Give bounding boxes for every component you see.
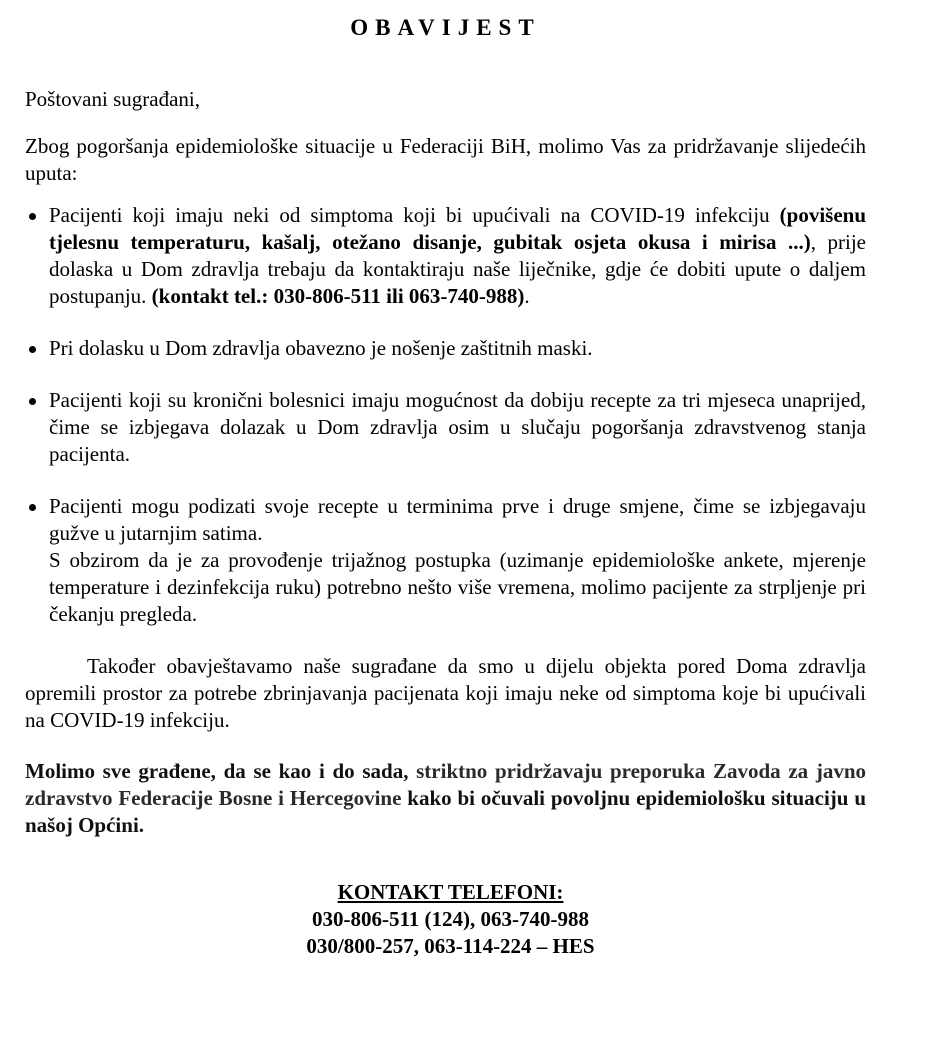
list-item <box>25 387 866 468</box>
closing-text: Molimo sve građene, da se kao i do sada, <box>25 759 417 783</box>
list-item <box>25 202 866 310</box>
list-item-text: Pri dolasku u Dom zdravlja obavezno je nošenje zaštitnih maski. <box>49 336 593 360</box>
symptoms-text: (povišenu tjelesnu temperaturu, kašalj, otežano disanje, gubitak osjeta okusa i mirisa ...) <box>49 203 866 254</box>
closing-text: kako bi očuvali povoljnu epidemiološku situaciju u našoj Općini. <box>25 786 866 837</box>
list-item-text: Pacijenti mogu podizati svoje recepte u terminima prve i druge smjene, čime se izbjegavaju gužve u jutarnjim satima. <box>49 494 866 545</box>
contacts-line: 030-806-511 (124), 063-740-988 <box>311 907 590 931</box>
contacts-line: 030/800-257, 063-114-224 – HES <box>306 934 595 958</box>
list-item-text: S obzirom da je za provođenje trijažnog postupka (uzimanje epidemiološke ankete, mjerenje temperature i dezinfekcija ruku) potrebno nešto više vremena, molimo pacijente za strpljenje pri čekanju pregleda. <box>49 548 866 626</box>
list-item-text: Pacijenti koji su kronični bolesnici imaju mogućnost da dobiju recepte za tri mjeseca unaprijed, čime se izbjegava dolazak u Dom zdravlja osim u slučaju pogoršanja zdravstvenog stanja pacijenta. <box>49 388 866 466</box>
greeting: Poštovani sugrađani, <box>25 87 200 111</box>
intro-paragraph: Zbog pogoršanja epidemiološke situacije u Federaciji BiH, molimo Vas za pridržavanje slijedećih uputa: <box>25 134 866 185</box>
closing-paragraph <box>25 758 866 839</box>
page-title: OBAVIJEST <box>350 15 541 40</box>
closing-text-recommendation: striktno pridržavaju preporuka Zavoda za javno zdravstvo Federacije Bosne i Hercegovine <box>25 759 866 810</box>
list-item-text: . <box>524 284 530 308</box>
contacts-heading: KONTAKT TELEFONI: <box>337 880 564 904</box>
list-item-text: , prije dolaska u Dom zdravlja trebaju da kontaktiraju naše liječnike, gdje će dobiti upute o daljem postupanju. <box>49 230 867 308</box>
instructions-list <box>25 202 866 628</box>
list-item <box>25 493 866 628</box>
list-item-text: Pacijenti koji imaju neki od simptoma koji bi upućivali na COVID-19 infekciju <box>49 203 780 227</box>
info-paragraph: Također obavještavamo naše sugrađane da smo u dijelu objekta pored Doma zdravlja opremili prostor za potrebe zbrinjavanja pacijenata koji imaju neke od simptoma koje bi upućivali na COVID-19 infekciju. <box>25 654 866 732</box>
contact-phone-text: (kontakt tel.: 030-806-511 ili 063-740-988) <box>151 284 525 308</box>
contacts-block <box>25 879 866 960</box>
list-item <box>25 335 866 362</box>
